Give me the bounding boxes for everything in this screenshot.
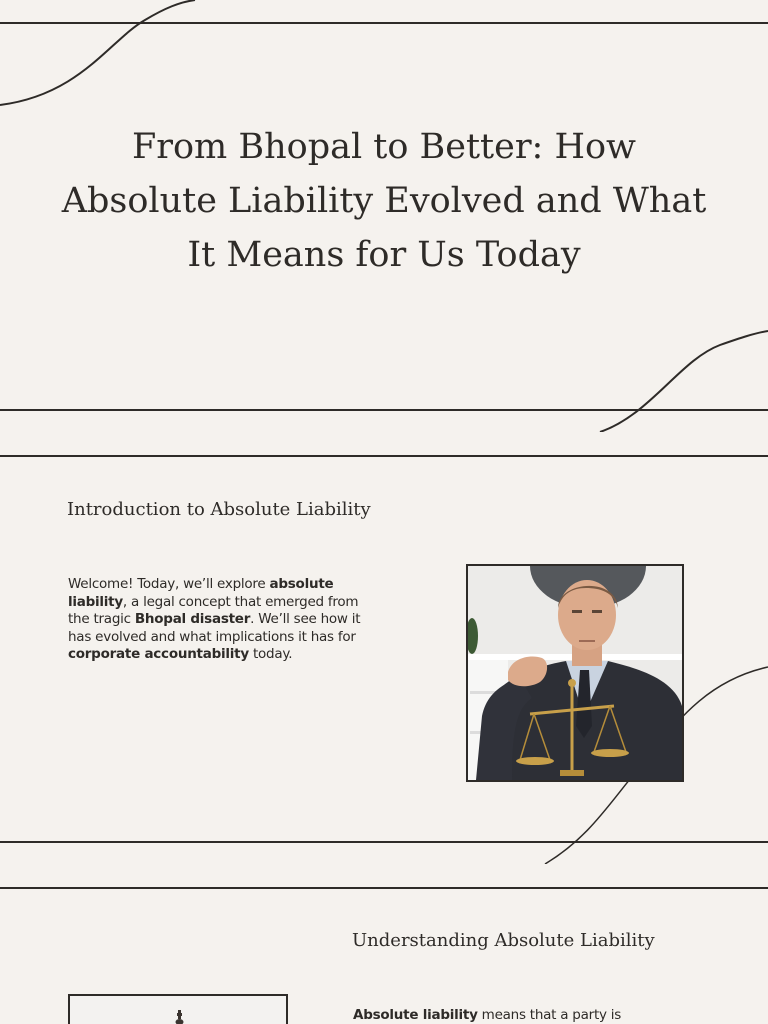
title-slide [0,0,768,432]
section-heading: Introduction to Absolute Liability [67,499,371,520]
understanding-paragraph: Absolute liability means that a party is [353,1007,622,1023]
understanding-slide [0,864,768,1024]
chess-photo [68,994,288,1024]
bottom-right-curve [600,331,768,432]
intro-slide [0,432,768,864]
lawyer-photo [466,564,684,782]
section-heading: Understanding Absolute Liability [352,930,655,951]
page-title: From Bhopal to Better: How Absolute Liability Evolved and What It Means for Us Today [61,127,707,275]
top-left-curve [0,0,195,105]
intro-paragraph: Welcome! Today, we’ll explore absolute liability, a legal concept that emerged from the tragic Bhopal disaster. We’ll see how it has evolved and what implications it has for corporate accountability today. [68,576,361,662]
